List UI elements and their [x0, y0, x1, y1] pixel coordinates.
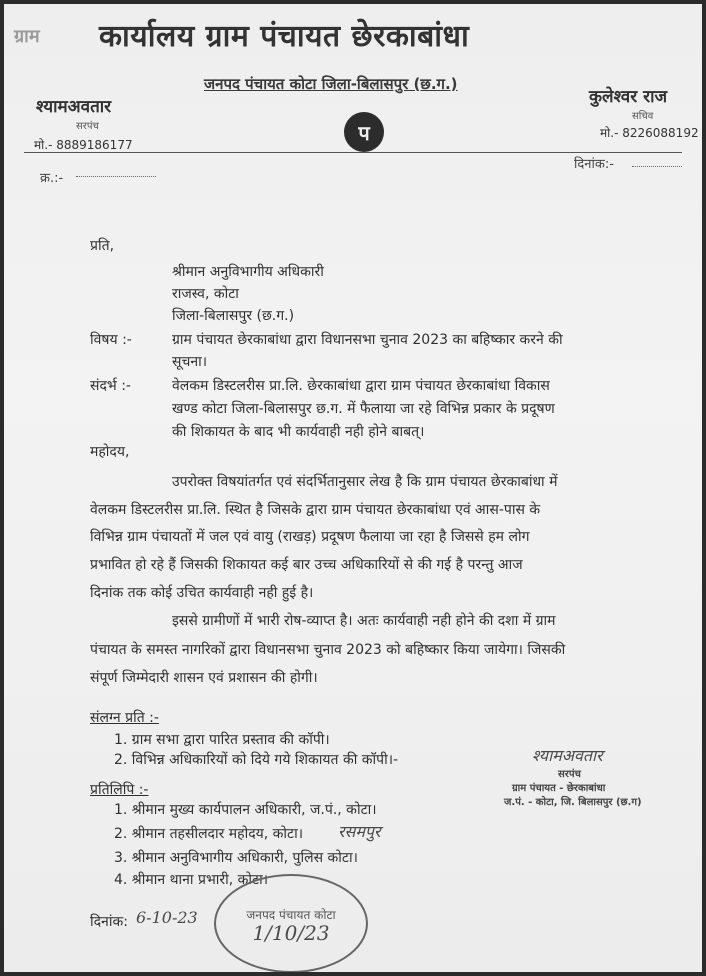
footer-date-value: 6-10-23: [136, 908, 198, 927]
janpad-stamp: [214, 874, 368, 972]
reference-line3: की शिकायत के बाद भी कार्यवाही नही होने बाबत्।: [172, 424, 425, 440]
attachment-item-1: 1. ग्राम सभा द्वारा पारित प्रस्ताव की कॉपी।: [114, 732, 330, 748]
sarpanch-mobile: मो.- 8889186177: [34, 138, 133, 152]
sarpanch-signature: श्यामअवतार: [532, 746, 603, 765]
copy-item-3: 3. श्रीमान अनुविभागीय अधिकारी, पुलिस कोटा।: [114, 850, 358, 866]
date-blank-top: [632, 166, 682, 167]
para1-line3: विभिन्न ग्राम पंचायतों में जल एवं वायु (राखड़) प्रदूषण फैलाया जा रहा है जिससे हम लोग: [90, 529, 530, 545]
reference-line1: वेलकम डिस्टलरीस प्रा.लि. छेरकाबांधा द्वारा ग्राम पंचायत छेरकाबांधा विकास: [172, 378, 550, 394]
reference-line2: खण्ड कोटा जिला-बिलासपुर छ.ग. में फैलाया जा रहे विभिन्न प्रकार के प्रदूषण: [172, 401, 555, 417]
copy-item-2: 2. श्रीमान तहसीलदार महोदय, कोटा।: [114, 826, 304, 842]
sachiv-mobile: मो.- 8226088192: [600, 126, 699, 140]
para1-line1: उपरोक्त विषयांतर्गत एवं संदर्भितानुसार लेख है कि ग्राम पंचायत छेरकाबांधा में: [172, 474, 558, 490]
subject-line1: ग्राम पंचायत छेरकाबांधा द्वारा विधानसभा चुनाव 2023 का बहिष्कार करने की: [172, 332, 563, 348]
copy-item-1: 1. श्रीमान मुख्य कार्यपालन अधिकारी, ज.पं., कोटा।: [114, 802, 377, 818]
para2-line2: पंचायत के समस्त नागरिकों द्वारा विधानसभा चुनाव 2023 को बहिष्कार किया जायेगा। जिसकी: [90, 642, 566, 658]
address-line1: श्रीमान अनुविभागीय अधिकारी: [172, 264, 324, 280]
letterhead-title: कार्यालय ग्राम पंचायत छेरकाबांधा: [99, 19, 470, 54]
handwritten-note: रसमपुर: [338, 822, 381, 841]
date-label-top: दिनांक:-: [574, 157, 614, 172]
letterhead-divider: [24, 152, 682, 153]
letter-page: [4, 4, 702, 972]
address-prati: प्रति,: [90, 238, 115, 254]
copy-item-4: 4. श्रीमान थाना प्रभारी, कोटा।: [114, 872, 269, 888]
subject-line2: सूचना।: [172, 354, 208, 370]
sachiv-name: कुलेश्वर राज: [589, 87, 668, 107]
sachiv-designation: सचिव: [632, 111, 654, 122]
para1-line2: वेलकम डिस्टलरीस प्रा.लि. स्थित है जिसके द्वारा ग्राम पंचायत छेरकाबांधा एवं आस-पास के: [90, 502, 541, 518]
signature-stamp-line3: ज.पं. - कोटा, जि. बिलासपुर (छ.ग): [504, 797, 642, 808]
janpad-stamp-number: 1/10/23: [252, 920, 330, 945]
signature-stamp-line2: ग्राम पंचायत - छेरकाबांधा: [512, 783, 606, 794]
para2-line1: इससे ग्रामीणों में भारी रोष-व्याप्त है। अतः कार्यवाही नही होने की दशा में ग्राम: [172, 613, 556, 629]
panchayat-logo-icon: प: [344, 112, 384, 152]
para2-line3: संपूर्ण जिम्मेदारी शासन एवं प्रशासन की होगी।: [90, 670, 318, 686]
attachments-label: संलग्न प्रति :-: [90, 710, 159, 726]
sarpanch-name: श्यामअवतार: [36, 97, 112, 117]
para1-line5: दिनांक तक कोई उचित कार्यवाही नही हुई है।: [90, 585, 314, 601]
reference-number-label: क्र.:-: [40, 171, 64, 186]
signature-stamp-line1: सरपंच: [558, 769, 581, 780]
salutation: महोदय,: [90, 444, 130, 460]
janpad-stamp-text: जनपद पंचायत कोटा: [246, 907, 336, 922]
para1-line4: प्रभावित हो रहे हैं जिसकी शिकायत कई बार उच्च अधिकारियों से की गई है परन्तु आज: [90, 557, 523, 573]
reference-number-blank: [76, 176, 156, 177]
letterhead-subtitle: जनपद पंचायत कोटा जिला-बिलासपुर (छ.ग.): [204, 75, 458, 93]
subject-label: विषय :-: [90, 332, 132, 348]
sarpanch-designation: सरपंच: [76, 121, 99, 132]
reference-label: संदर्भ :-: [90, 378, 131, 394]
letterhead-watermark: ग्राम: [14, 26, 40, 47]
address-line3: जिला-बिलासपुर (छ.ग.): [172, 308, 295, 324]
address-line2: राजस्व, कोटा: [172, 286, 239, 302]
footer-date-label: दिनांक:: [90, 914, 128, 930]
attachment-item-2: 2. विभिन्न अधिकारियों को दिये गये शिकायत की कॉपी।-: [114, 752, 399, 768]
copies-label: प्रतिलिपि :-: [90, 782, 149, 798]
